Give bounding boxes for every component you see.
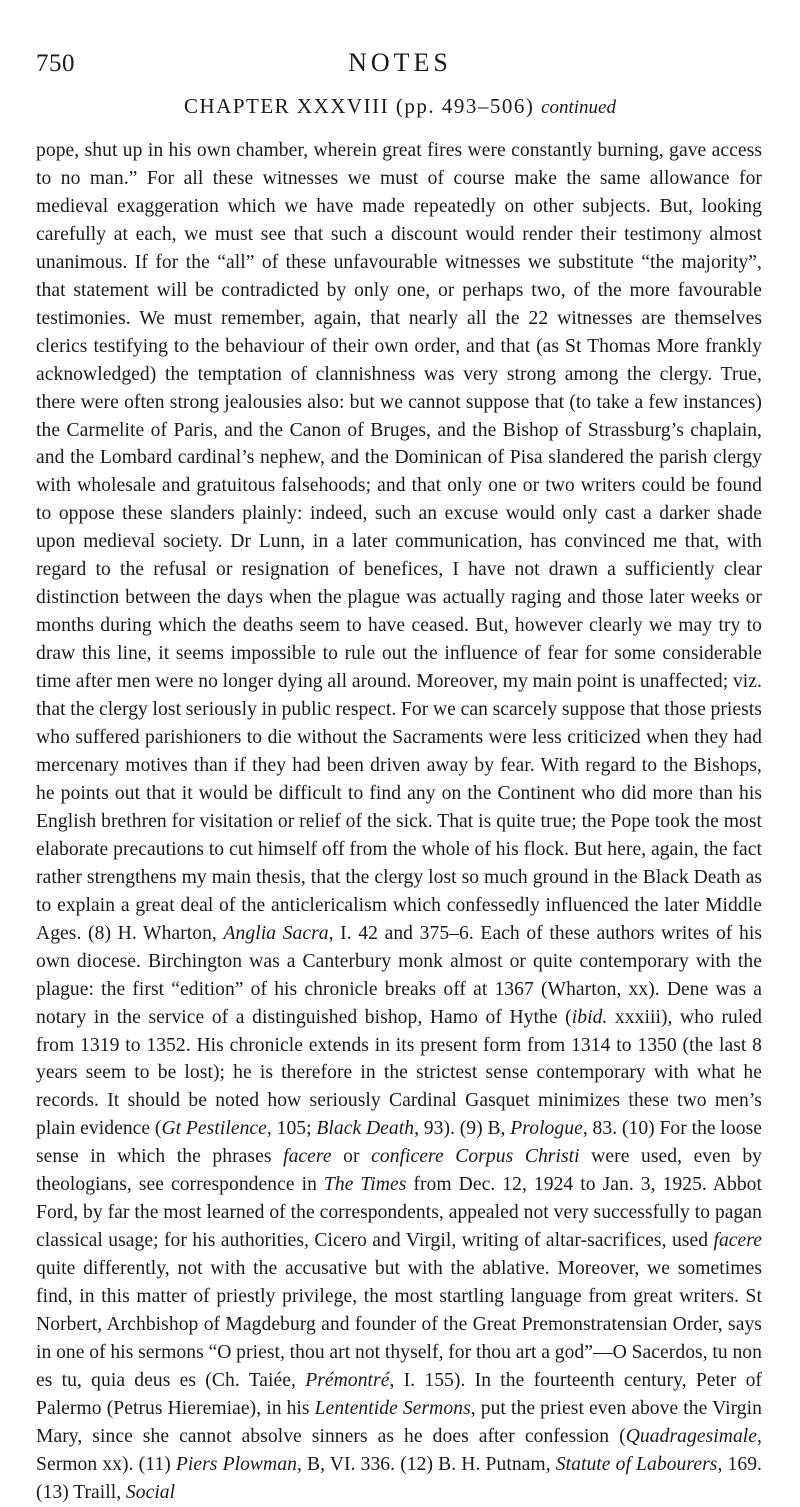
term-facere: facere [283, 1146, 332, 1168]
notes-paragraph: pope, shut up in his own chamber, wherein great fires were constantly burning, gave access to no man.” For all these witnesses we must of course make the same allowance for medieval exaggeration which we have made repeatedly on other subjects. But, looking carefully at each, we must see that such a discount would render their testimony almost unanimous. If for the “all” of these unfavourable witnesses we substitute “the majority”, that statement will be contradicted by only one, or perhaps two, of the more favourable testimonies. We must remember, again, that nearly all the 22 witnesses are themselves clerics testifying to the behaviour of their own order, and that (as St Thomas More frankly acknowledged) the temptation of clannishness was very strong among the clergy. True, there were often strong jealousies also: but we cannot suppose that (to take a few instances) the Carmelite of Paris, and the Canon of Bruges, and the Bishop of Strassburg’s chaplain, and the Lombard cardinal’s nephew, and the Dominican of Pisa slandered the parish clergy with wholesale and gratuitous falsehoods; and that only one or two writers could be found to oppose these slanders plainly: indeed, such an excuse would only cast a darker shade upon medieval society. Dr Lunn, in a later communication, has convinced me that, with regard to the refusal or resignation of benefices, I have not drawn a sufficiently clear distinction between the days when the plague was actually raging and those later weeks or months during which the deaths seem to have ceased. But, however clearly we may try to draw this line, it seems impossible to rule out the influence of fear for some considerable time after men were no longer dying all around. Moreover, my main point is unaffected; viz. that the clergy lost seriously in public respect. For we can scarcely suppose that those priests who suffered parishioners to die without the Sacraments were less criticized when they had mercenary motives than if they had been driven away by fear. With regard to the Bishops, he points out that it would be difficult to find any on the Continent who did more than his English brethren for visitation or relief of the sick. That is quite true; the Pope took the most elaborate precautions to cut himself off from the whole of his flock. But here, again, the fact rather strengthens my main thesis, that the clergy lost so much ground in the Black Death as to explain a great deal of the anticlericalism which confessedly influenced the later Middle Ages. (8) H. Wharton, [36, 140, 762, 944]
ibid-abbrev: ibid. [571, 1006, 608, 1028]
title-social: Social [125, 1481, 176, 1503]
title-gt-pestilence: Gt Pestilence [161, 1118, 267, 1140]
notes-text-segment: , I. 155). In the fourteenth century, Peter of Palermo (Petrus Hieremiae), in his [36, 1369, 762, 1419]
title-piers-plowman: Piers Plowman [175, 1453, 297, 1475]
title-prologue: Prologue [510, 1118, 583, 1140]
notes-text-segment: , Sermon xx). (11) [36, 1425, 762, 1475]
running-title: NOTES [348, 48, 452, 77]
notes-text-segment: were used, even by theologians, see correspondence in [36, 1146, 763, 1196]
notes-text-segment: , B, VI. 336. (12) B. H. Putnam, [296, 1453, 556, 1475]
notes-body [36, 137, 762, 1507]
chapter-title: CHAPTER XXXVIII (pp. 493–506) [184, 94, 535, 118]
chapter-heading [0, 94, 800, 119]
notes-text-segment: quite differently, not with the accusative but with the ablative. Moreover, we sometimes find, in this matter of priestly privilege, the most startling language from great writers. St Norbert, Archbishop of Magdeburg and founder of the Great Premonstratensian Order, says in one of his sermons “O priest, thou art not thyself, for thou art a god”—O Sacerdos, tu non es tu, quia deus es (Ch. Taiée, [36, 1258, 762, 1391]
notes-text-segment: xxxiii), who ruled from 1319 to 1352. His chronicle extends in its present form from 1314 to 1350 (the last 8 years seem to be lost); he is therefore in the strictest sense contemporary with what he records. It should be noted how seriously Cardinal Gasquet minimizes these two men’s plain evidence ( [36, 1006, 762, 1140]
title-statute-of-labourers: Statute of Labourers [555, 1453, 718, 1475]
notes-text-segment: , 93). (9) B, [414, 1118, 511, 1140]
term-facere: facere [713, 1230, 762, 1252]
notes-text-segment: or [331, 1146, 372, 1168]
notes-text-segment: , 105; [266, 1118, 317, 1140]
notes-text-segment: , I. 42 and 375–6. Each of these authors writes of his own diocese. Birchington was a Canterbury monk almost or quite contemporary with the plague: the first “edition” of his chronicle breaks off at 1367 (Wharton, xx). Dene was a notary in the service of a distinguished bishop, Hamo of Hythe ( [36, 922, 762, 1028]
notes-text-segment: , put the priest even above the Virgin Mary, since she cannot absolve sinners as he does after confession ( [36, 1397, 762, 1447]
title-premontre: Prémontré [305, 1369, 390, 1391]
page-number: 750 [36, 50, 75, 77]
title-black-death: Black Death [316, 1118, 415, 1140]
notes-text-segment: from Dec. 12, 1924 to Jan. 3, 1925. Abbot Ford, by far the most learned of the correspondents, appealed not very successfully to pagan classical usage; for his authorities, Cicero and Virgil, writing of altar-sacrifices, used [36, 1174, 763, 1252]
title-lententide-sermons: Lententide Sermons [314, 1397, 471, 1419]
term-conficere: conficere Corpus Christi [371, 1146, 580, 1168]
notes-text-segment: , 169. (13) Traill, [36, 1453, 762, 1503]
continued-label: continued [541, 97, 616, 118]
running-head [36, 48, 764, 84]
notes-text-segment: , 83. (10) For the loose sense in which the phrases [36, 1118, 763, 1168]
title-anglia-sacra: Anglia Sacra [223, 922, 329, 944]
title-the-times: The Times [323, 1174, 407, 1196]
title-quadragesimale: Quadragesimale [625, 1425, 758, 1447]
